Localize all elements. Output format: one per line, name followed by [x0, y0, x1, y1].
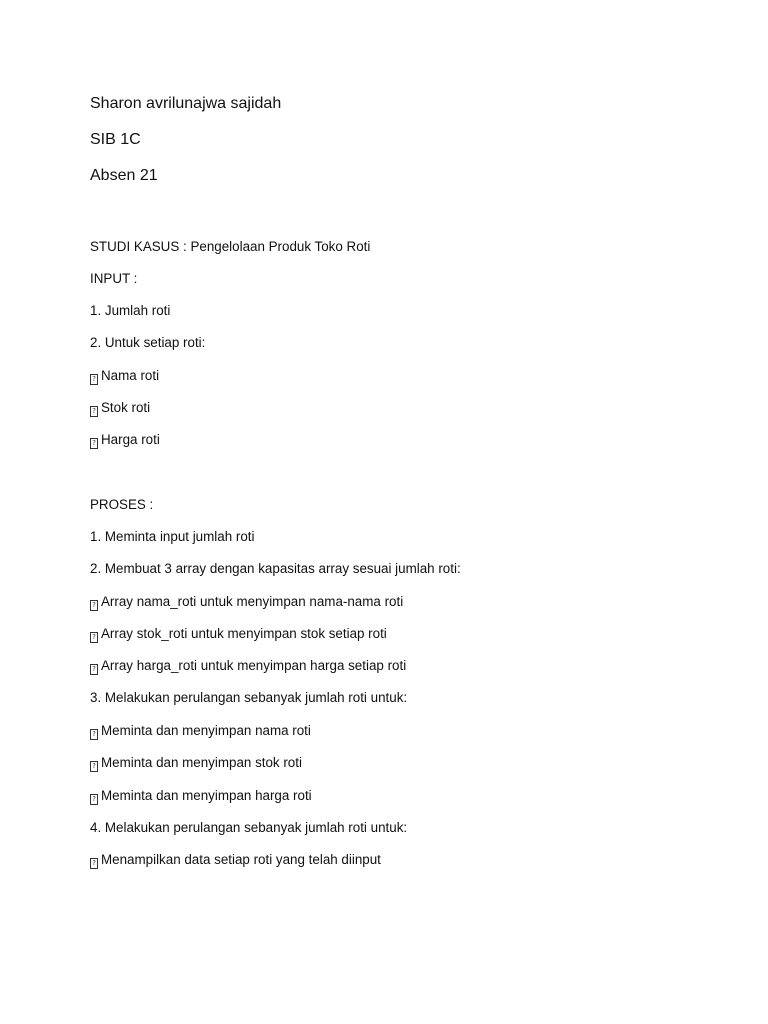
missing-glyph-icon: ?: [91, 665, 97, 673]
missing-glyph-icon: ?: [91, 859, 97, 867]
list-item-text: Array stok_roti untuk menyimpan stok setiap roti: [101, 626, 387, 641]
proses-item-2: 2. Membuat 3 array dengan kapasitas array sesuai jumlah roti:: [90, 561, 461, 576]
list-item: [90, 853, 381, 869]
absen-label: Absen 21: [90, 167, 158, 184]
list-item-text: Stok roti: [101, 400, 151, 415]
list-item-text: Harga roti: [101, 432, 160, 447]
list-item-text: Menampilkan data setiap roti yang telah diinput: [101, 852, 381, 867]
case-title: STUDI KASUS : Pengelolaan Produk Toko Roti: [90, 239, 371, 254]
missing-glyph-icon: ?: [91, 633, 97, 641]
list-item: [90, 659, 406, 675]
input-heading: INPUT :: [90, 271, 138, 286]
missing-glyph-icon: ?: [91, 795, 97, 803]
proses-item-3: 3. Melakukan perulangan sebanyak jumlah roti untuk:: [90, 690, 408, 705]
list-item-text: Meminta dan menyimpan stok roti: [101, 755, 302, 770]
list-item-text: Array nama_roti untuk menyimpan nama-nama roti: [101, 594, 404, 609]
list-item: [90, 401, 150, 417]
proses-item-1: 1. Meminta input jumlah roti: [90, 529, 255, 544]
author-name: Sharon avrilunajwa sajidah: [90, 95, 282, 112]
list-item: [90, 369, 159, 385]
list-item: [90, 789, 312, 805]
input-item-1: 1. Jumlah roti: [90, 303, 171, 318]
list-item: [90, 595, 403, 611]
proses-heading: PROSES :: [90, 497, 154, 512]
missing-glyph-icon: ?: [91, 439, 97, 447]
list-item-text: Meminta dan menyimpan nama roti: [101, 723, 311, 738]
input-item-2: 2. Untuk setiap roti:: [90, 335, 206, 350]
missing-glyph-icon: ?: [91, 601, 97, 609]
class-label: SIB 1C: [90, 131, 141, 148]
missing-glyph-icon: ?: [91, 375, 97, 383]
list-item: [90, 433, 160, 449]
missing-glyph-icon: ?: [91, 730, 97, 738]
missing-glyph-icon: ?: [91, 762, 97, 770]
list-item: [90, 756, 302, 772]
list-item-text: Meminta dan menyimpan harga roti: [101, 788, 312, 803]
list-item-text: Nama roti: [101, 368, 160, 383]
proses-item-4: 4. Melakukan perulangan sebanyak jumlah roti untuk:: [90, 820, 408, 835]
list-item-text: Array harga_roti untuk menyimpan harga setiap roti: [101, 658, 407, 673]
list-item: [90, 627, 387, 643]
missing-glyph-icon: ?: [91, 407, 97, 415]
list-item: [90, 724, 311, 740]
